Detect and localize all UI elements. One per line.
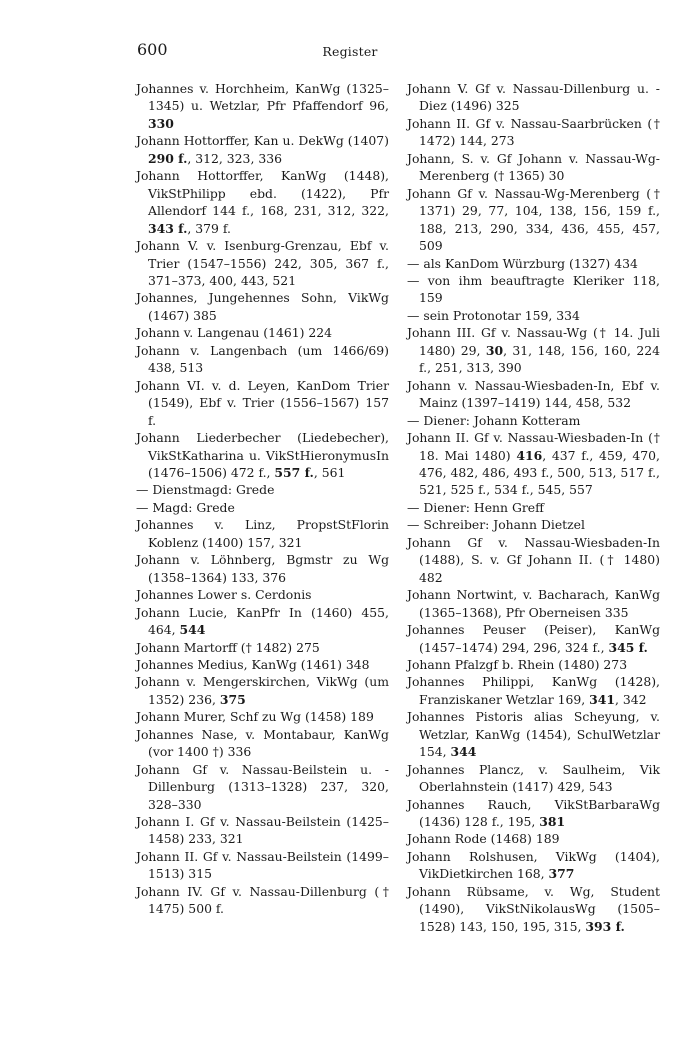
index-column-left: [136, 80, 389, 918]
entry-main-reference: 345 f.: [608, 639, 648, 655]
index-entry: [136, 604, 389, 639]
index-entry: [136, 324, 389, 341]
index-entry: [136, 516, 389, 551]
entry-text: Johannes v. Linz, PropstStFlorin Koblenz (1400) 157, 321: [136, 517, 389, 550]
index-entry: [136, 813, 389, 848]
entry-text: — von ihm beauftragte Kleriker 118, 159: [407, 272, 660, 306]
entry-text-tail: , 342: [615, 691, 647, 707]
index-entry: [407, 761, 660, 796]
index-entry: [136, 586, 389, 603]
entry-text: — Magd: Grede: [136, 499, 235, 515]
entry-main-reference: 381: [539, 814, 566, 830]
entry-text: Johann Rübsame, v. Wg, Student (1490), VikStNikolausWg (1505–1528) 143, 150, 195, 315,: [407, 883, 660, 934]
entry-text: — Diener: Johann Kotteram: [407, 412, 581, 428]
entry-text: Johann Gf v. Nassau-Wiesbaden-In (1488), S. v. Gf Johann II. († 1480) 482: [407, 534, 660, 585]
index-entry: [136, 237, 389, 289]
index-entry: [407, 883, 660, 935]
index-entry: [407, 185, 660, 255]
entry-text: Johann Hottorffer, Kan u. DekWg (1407): [136, 133, 389, 149]
entry-text: Johann I. Gf v. Nassau-Beilstein (1425–1458) 233, 321: [136, 814, 389, 847]
entry-main-reference: 557 f.: [274, 464, 314, 480]
index-entry: [407, 429, 660, 499]
index-entry: [407, 255, 660, 272]
entry-text: Johannes Peuser (Peiser), KanWg (1457–1474) 294, 296, 324 f.,: [407, 622, 660, 655]
index-entry: [407, 150, 660, 185]
entry-text: — Schreiber: Johann Dietzel: [407, 517, 585, 533]
index-entry: [407, 534, 660, 586]
entry-main-reference: 343 f.: [148, 220, 188, 236]
entry-text: Johann Rolshusen, VikWg (1404), VikDietkirchen 168,: [407, 848, 660, 882]
entry-main-reference: 330: [148, 115, 174, 131]
index-entry: [136, 342, 389, 377]
index-entry: [136, 481, 389, 498]
entry-text: Johann v. Löhnberg, Bgmstr zu Wg (1358–1364) 133, 376: [136, 552, 389, 585]
entry-text: Johannes Pistoris alias Scheyung, v. Wetzlar, KanWg (1454), SchulWetzlar 154,: [407, 709, 660, 760]
index-entry: [136, 132, 389, 167]
index-entry: [136, 499, 389, 516]
entry-text: Johann Hottorffer, KanWg (1448), VikStPhilipp ebd. (1422), Pfr Allendorf 144 f., 168, 231, 312, 322,: [136, 168, 389, 219]
index-entry: [136, 551, 389, 586]
index-entry: [407, 708, 660, 760]
entry-text: Johannes Nase, v. Montabaur, KanWg (vor 1400 †) 336: [136, 726, 389, 760]
entry-text: Johannes Philippi, KanWg (1428), Franziskaner Wetzlar 169,: [407, 674, 660, 707]
entry-main-reference: 341: [589, 691, 615, 707]
entry-text: Johann Murer, Schf zu Wg (1458) 189: [136, 709, 374, 725]
index-entry: [407, 796, 660, 831]
entry-text: Johann Rode (1468) 189: [407, 831, 560, 847]
index-entry: [407, 656, 660, 673]
running-head: Register: [322, 44, 378, 59]
entry-text: Johannes Medius, KanWg (1461) 348: [136, 656, 370, 672]
entry-text: — Dienstmagd: Grede: [136, 482, 275, 498]
index-entry: [136, 656, 389, 673]
entry-text: Johann Nortwint, v. Bacharach, KanWg (1365–1368), Pfr Oberneisen 335: [407, 587, 660, 620]
index-entry: [407, 516, 660, 533]
index-entry: [407, 621, 660, 656]
index-entry: [136, 883, 389, 918]
entry-text: Johann v. Nassau-Wiesbaden-In, Ebf v. Mainz (1397–1419) 144, 458, 532: [407, 377, 660, 411]
entry-text: Johann V. v. Isenburg-Grenzau, Ebf v. Trier (1547–1556) 242, 305, 367 f., 371–373, 400, 443, 521: [136, 238, 389, 288]
index-entry: [407, 499, 660, 516]
entry-text: Johann II. Gf v. Nassau-Wiesbaden-In († 18. Mai 1480): [407, 430, 660, 463]
entry-text: Johann v. Langenau (1461) 224: [136, 325, 333, 341]
index-entry: [136, 289, 389, 324]
entry-text: Johannes v. Horchheim, KanWg (1325–1345) u. Wetzlar, Pfr Pfaffendorf 96,: [136, 81, 389, 114]
entry-text: Johann v. Mengerskirchen, VikWg (um 1352) 236,: [136, 674, 389, 707]
entry-text: Johann Lucie, KanPfr In (1460) 455, 464,: [136, 604, 389, 638]
entry-text-tail: , 379 f.: [187, 220, 231, 236]
entry-main-reference: 375: [219, 691, 246, 707]
entry-text: Johannes Rauch, VikStBarbaraWg (1436) 128 f., 195,: [407, 796, 660, 830]
entry-text-tail: , 31, 148, 156, 160, 224 f., 251, 313, 390: [419, 342, 660, 376]
entry-text: Johann VI. v. d. Leyen, KanDom Trier (1549), Ebf v. Trier (1556–1567) 157 f.: [136, 377, 389, 428]
entry-text-tail: , 561: [313, 464, 346, 480]
index-entry: [407, 80, 660, 115]
entry-main-reference: 30: [485, 342, 504, 358]
entry-text: Johann Liederbecher (Liedebecher), VikStKatharina u. VikStHieronymusIn (1476–1506) 472 f.,: [136, 430, 389, 480]
index-entry: [136, 429, 389, 481]
index-entry: [407, 115, 660, 150]
index-entry: [407, 586, 660, 621]
index-entry: [407, 830, 660, 847]
entry-text: Johannes Plancz, v. Saulheim, Vik Oberlahnstein (1417) 429, 543: [407, 761, 660, 795]
entry-text: — Diener: Henn Greff: [407, 499, 544, 515]
entry-main-reference: 344: [450, 744, 477, 760]
entry-text: Johann IV. Gf v. Nassau-Dillenburg († 1475) 500 f.: [136, 883, 389, 917]
entry-main-reference: 393 f.: [585, 918, 625, 934]
index-entry: [136, 377, 389, 429]
entry-text: Johann Martorff († 1482) 275: [136, 639, 320, 655]
entry-text: Johann, S. v. Gf Johann v. Nassau-Wg-Merenberg († 1365) 30: [407, 150, 660, 184]
entry-text-tail: , 312, 323, 336: [187, 150, 282, 166]
entry-text: Johann Gf v. Nassau-Beilstein u. -Dillenburg (1313–1328) 237, 320, 328–330: [136, 761, 389, 812]
index-entry: [407, 377, 660, 412]
index-entry: [136, 673, 389, 708]
entry-text: Johannes, Jungehennes Sohn, VikWg (1467) 385: [136, 290, 389, 323]
entry-main-reference: 544: [179, 622, 206, 638]
entry-text-tail: , 437 f., 459, 470, 476, 482, 486, 493 f., 500, 513, 517 f., 521, 525 f., 534 f., 545, 557: [419, 447, 660, 498]
index-entry: [136, 761, 389, 813]
index-entry: [136, 848, 389, 883]
index-entry: [407, 272, 660, 307]
entry-main-reference: 377: [548, 866, 575, 882]
index-entry: [136, 708, 389, 725]
index-entry: [407, 324, 660, 376]
index-column-right: [407, 80, 660, 935]
index-entry: [407, 673, 660, 708]
entry-text: Johann III. Gf v. Nassau-Wg († 14. Juli 1480) 29,: [407, 325, 660, 358]
index-entry: [407, 307, 660, 324]
index-entry: [136, 167, 389, 237]
entry-text: Johann Gf v. Nassau-Wg-Merenberg († 1371) 29, 77, 104, 138, 156, 159 f., 188, 213, 290, 334, 436, 455, 457, 509: [407, 185, 660, 254]
entry-main-reference: 416: [516, 447, 543, 463]
entry-text: Johann v. Langenbach (um 1466/69) 438, 513: [136, 342, 389, 376]
page-number: 600: [137, 40, 168, 59]
index-entry: [136, 80, 389, 132]
index-entry: [407, 412, 660, 429]
entry-text: — sein Protonotar 159, 334: [407, 307, 580, 323]
entry-text: Johann II. Gf v. Nassau-Saarbrücken († 1472) 144, 273: [407, 115, 660, 149]
entry-text: Johann Pfalzgf b. Rhein (1480) 273: [407, 656, 628, 672]
entry-text: Johannes Lower s. Cerdonis: [136, 587, 312, 603]
entry-text: Johann II. Gf v. Nassau-Beilstein (1499–1513) 315: [136, 848, 389, 882]
entry-text: Johann V. Gf v. Nassau-Dillenburg u. -Diez (1496) 325: [407, 81, 660, 114]
index-entry: [136, 639, 389, 656]
index-entry: [136, 726, 389, 761]
index-entry: [407, 848, 660, 883]
entry-main-reference: 290 f.: [148, 150, 188, 166]
entry-text: — als KanDom Würzburg (1327) 434: [407, 255, 638, 271]
